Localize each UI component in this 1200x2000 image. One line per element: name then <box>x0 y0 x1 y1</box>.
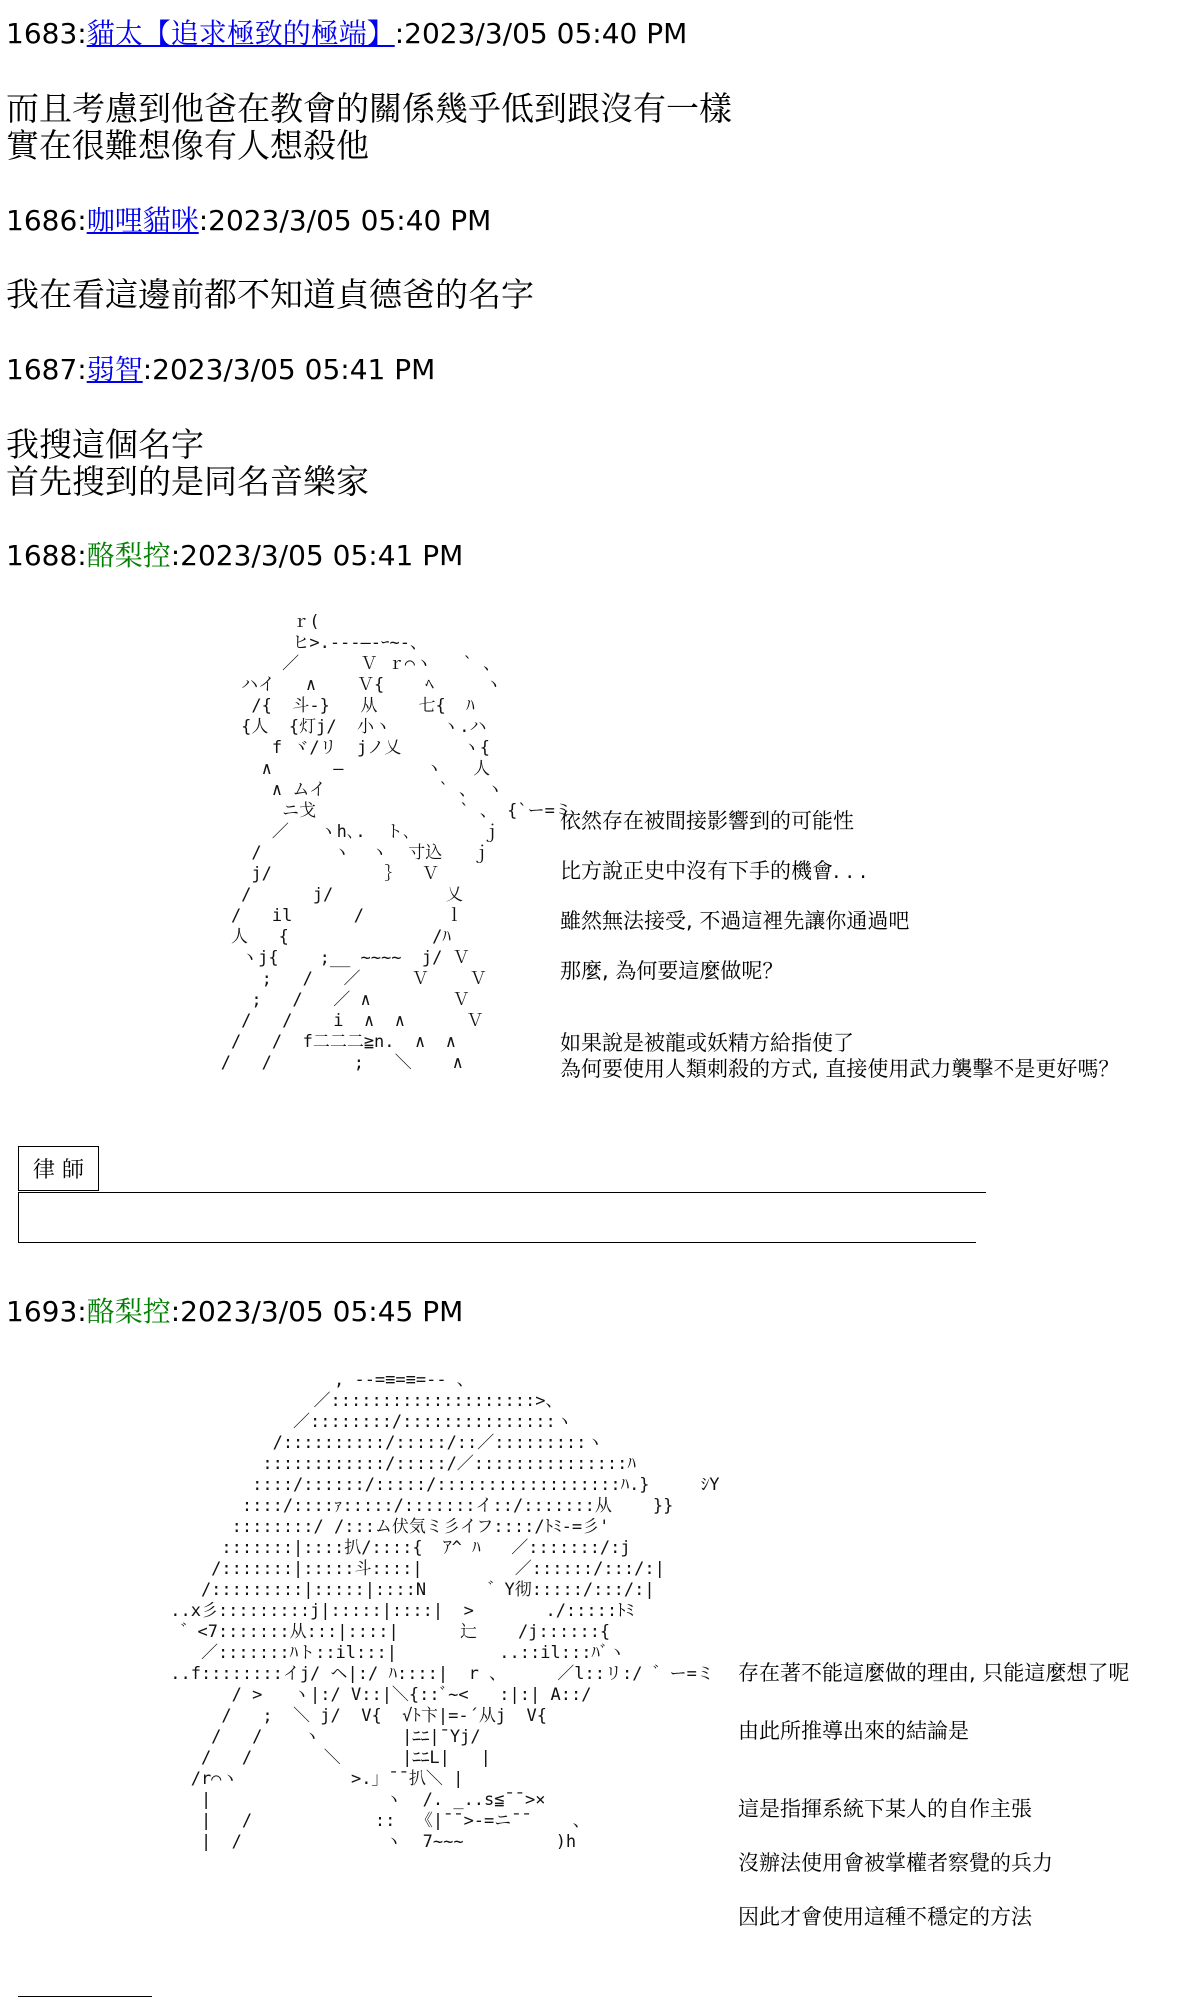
post-header-1686 <box>6 203 491 239</box>
separator: : <box>77 1295 87 1328</box>
post-number: 1693 <box>6 1295 78 1328</box>
post-timestamp: 2023/3/05 05:40 PM <box>208 204 492 237</box>
dialogue-line: 沒辦法使用會被掌權者察覺的兵力 <box>738 1851 1053 1875</box>
frame-divider <box>18 1192 986 1193</box>
dialogue-line: 由此所推導出來的結論是 <box>738 1719 969 1743</box>
post-header-1687 <box>6 352 435 388</box>
dialogue-line: 比方說正史中沒有下手的機會. . . <box>560 859 867 883</box>
post-body-1686: 我在看這邊前都不知道貞德爸的名字 <box>6 275 534 314</box>
post-timestamp: 2023/3/05 05:41 PM <box>180 539 464 572</box>
separator: : <box>198 204 209 237</box>
poster-name: 酪梨控 <box>86 539 171 572</box>
separator: : <box>77 539 87 572</box>
dialogue-line: 依然存在被間接影響到的可能性 <box>560 809 854 833</box>
frame-divider <box>18 1192 19 1242</box>
ascii-art-character: , --=≡=≡=-- 、 ／::::::::::::::::::::>、 ／::::::::/:::::::::::::::ヽ /::::::::::/:::::/::／:::::::::ヽ ::::::::::::/:::::/／:::::::::::::::ﾊ ::::/::::::/:::::/::::::::::::::::::ﾊ.} ｼY ::::/::::ｧ:::::/:::::::イ::/:::::::从 }} ::::::::/ /:::ム伏気ミ彡イフ::::/ﾄﾐ-=彡' :::::::|::::扒/::::{ ｱ^ ﾊ ／:::::::/:j /:::::::|:::::斗::::| ／::::::/:::/:| /:::::::::|:::::|::::N ゛Y彻:::::/:::/:| ..x彡:::::::::j|:::::|::::| > ./:::::ﾄﾐ ゛<7:::::::从:::|::::| 辷 /j::::::{ ／:::::::ﾊト::il:::| ..::il:::ﾊﾞヽ ..f::::::::イj/ ヘ|:/ ﾊ::::| r 、 ／l::リ:/ ゛ー=ミ / > ヽ|:/ V::|＼{::ﾞ~< :|:| A::/ / ; ＼ j/ V{ √ﾄ卞|=-´从j V{ / / ヽ |ﾆﾆ|¯Yj/ / / ＼ |ﾆﾆL| | /r⌒ヽ >.」¯¯扒＼ | | ヽ /. _..s≦¯¯>× | / :: 《|¯¯>-=ニ¯¯ 、 | / ヽ 7~~~ )h <box>170 1370 720 1852</box>
post-number: 1683 <box>6 17 78 50</box>
poster-name: 酪梨控 <box>86 1295 171 1328</box>
post-header-1688 <box>6 538 463 574</box>
speaker-nameplate: 律 師 <box>18 1146 99 1191</box>
poster-name-link[interactable]: 貓太【追求極致的極端】 <box>86 17 395 50</box>
dialogue-line: 存在著不能這麼做的理由, 只能這麼想了呢 <box>738 1661 1130 1685</box>
post-body-1687: 我搜這個名字 首先搜到的是同名音樂家 <box>6 425 369 501</box>
dialogue-line: 那麼, 為何要這麼做呢？ <box>560 959 784 983</box>
dialogue-line: 如果說是被龍或妖精方給指使了 為何要使用人類刺殺的方式, 直接使用武力襲擊不是更好嗎？ <box>560 1031 1120 1081</box>
post-header-1683 <box>6 16 687 52</box>
dialogue-line: 這是指揮系統下某人的自作主張 <box>738 1797 1032 1821</box>
post-body-1683: 而且考慮到他爸在教會的關係幾乎低到跟沒有一樣 實在很難想像有人想殺他 <box>6 89 732 165</box>
separator: : <box>77 353 87 386</box>
post-number: 1688 <box>6 539 78 572</box>
separator: : <box>394 17 405 50</box>
post-timestamp: 2023/3/05 05:41 PM <box>152 353 436 386</box>
ascii-art-character: ｒ( ヒ>.--‐―‐ｰ~-、 ／ Ｖ ｒ⌒ヽ ` 、 ハイ ∧ Ｖ{ ﾍ ヽ /{ 斗-} 从 七{ ﾊ {人 {灯j/ 小ヽ ヽ.ハ f ヾ/リ jノ乂 ヽ{ ∧ ― ヽ 人 ∧ ムイ ` 、 ヽ ニ戈 ` 、 {`ー=ミ ／ ヽh､. ト､ ｊ / ヽ ヽ 寸込 ｊ j/ ｝ Ｖ / j/ 乂 / il / ｌ 人 { /ﾊ ヽj{ ;__ ~~~~ j/ Ｖ ; / ／ Ｖ Ｖ ; / ／ ∧ Ｖ / / i ∧ ∧ Ｖ / / f二二二≧n. ∧ ∧ / / ; ＼ ∧ <box>220 612 572 1073</box>
post-header-1693 <box>6 1294 463 1330</box>
post-timestamp: 2023/3/05 05:45 PM <box>180 1295 464 1328</box>
frame-divider <box>18 1242 976 1243</box>
dialogue-line: 因此才會使用這種不穩定的方法 <box>738 1905 1032 1929</box>
post-number: 1686 <box>6 204 78 237</box>
separator: : <box>77 204 87 237</box>
separator: : <box>77 17 87 50</box>
separator: : <box>170 1295 181 1328</box>
frame-divider <box>18 1996 152 1997</box>
post-timestamp: 2023/3/05 05:40 PM <box>404 17 688 50</box>
separator: : <box>142 353 153 386</box>
post-number: 1687 <box>6 353 78 386</box>
separator: : <box>170 539 181 572</box>
dialogue-line: 雖然無法接受, 不過這裡先讓你通過吧 <box>560 909 910 933</box>
poster-name-link[interactable]: 咖哩貓咪 <box>86 204 199 237</box>
poster-name-link[interactable]: 弱智 <box>86 353 143 386</box>
